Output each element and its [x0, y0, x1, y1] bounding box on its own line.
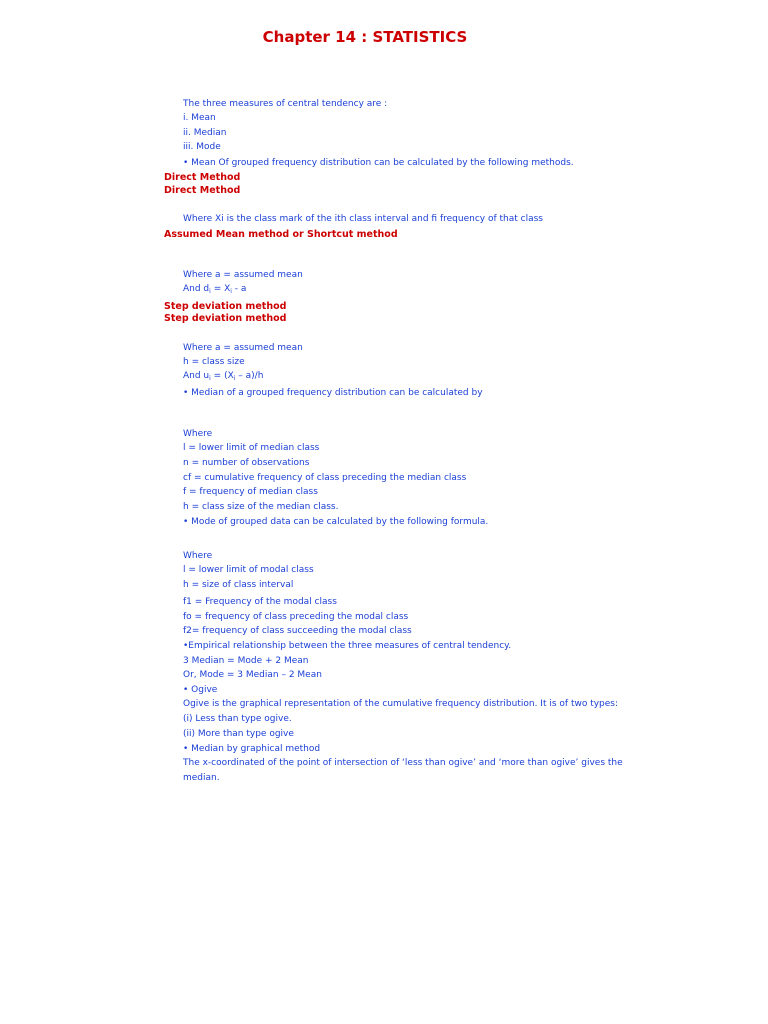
median-graphical-description: The x-coordinated of the point of intersection of ‘less than ogive’ and ‘more than ogive’ gives the median.: [183, 758, 623, 783]
ogive-more-than: (ii) More than type ogive: [183, 729, 294, 739]
median-intro: • Median of a grouped frequency distribution can be calculated by: [183, 388, 483, 398]
median-class-size: h = class size of the median class.: [183, 502, 339, 512]
median-where: Where: [183, 429, 213, 439]
direct-where: Where Xi is the class mark of the ith class interval and fi frequency of that class: [183, 214, 543, 224]
median-frequency: f = frequency of median class: [183, 487, 318, 497]
step-deviation-heading: Step deviation method: [164, 301, 287, 312]
step-deviation-heading-repeat: Step deviation method: [164, 313, 287, 324]
page-title: Chapter 14 : STATISTICS: [262, 28, 468, 46]
assumed-where: Where a = assumed mean: [183, 270, 303, 280]
intro-line: The three measures of central tendency are :: [183, 99, 388, 109]
intro-grouped-mean: • Mean Of grouped frequency distribution can be calculated by the following methods.: [183, 158, 574, 168]
mode-lower-limit: l = lower limit of modal class: [183, 565, 314, 575]
intro-median: ii. Median: [183, 128, 227, 138]
intro-mean: i. Mean: [183, 113, 216, 123]
assumed-deviation: And $d_i = X_i - a$: [183, 284, 247, 295]
step-class-size: h = class size: [183, 357, 245, 367]
step-where: Where a = assumed mean: [183, 343, 303, 353]
direct-method-heading-repeat: Direct Method: [164, 185, 241, 196]
mode-intro: • Mode of grouped data can be calculated by the following formula.: [183, 517, 489, 527]
ogive-definition: Ogive is the graphical representation of the cumulative frequency distribution. It is of two types:: [183, 699, 619, 709]
mode-class-interval: h = size of class interval: [183, 580, 294, 590]
mode-fo: fo = frequency of class preceding the modal class: [183, 612, 409, 622]
median-cf: cf = cumulative frequency of class preceding the median class: [183, 473, 467, 483]
ogive-less-than: (i) Less than type ogive.: [183, 714, 292, 724]
median-graphical-bullet: • Median by graphical method: [183, 744, 321, 754]
step-u-formula: And $u_i = (X_i - a)/h$: [183, 371, 264, 382]
assumed-mean-heading: Assumed Mean method or Shortcut method: [164, 229, 398, 240]
empirical-formula-2: Or, Mode = 3 Median – 2 Mean: [183, 670, 322, 680]
ogive-bullet: • Ogive: [183, 685, 218, 695]
mode-where: Where: [183, 551, 213, 561]
mode-f1: f1 = Frequency of the modal class: [183, 597, 337, 607]
empirical-relationship: •Empirical relationship between the three measures of central tendency.: [183, 641, 512, 651]
median-lower-limit: l = lower limit of median class: [183, 443, 320, 453]
mode-f2: f2= frequency of class succeeding the modal class: [183, 626, 412, 636]
intro-mode: iii. Mode: [183, 142, 221, 152]
median-observations: n = number of observations: [183, 458, 310, 468]
empirical-formula-1: 3 Median = Mode + 2 Mean: [183, 656, 309, 666]
direct-method-heading: Direct Method: [164, 172, 241, 183]
